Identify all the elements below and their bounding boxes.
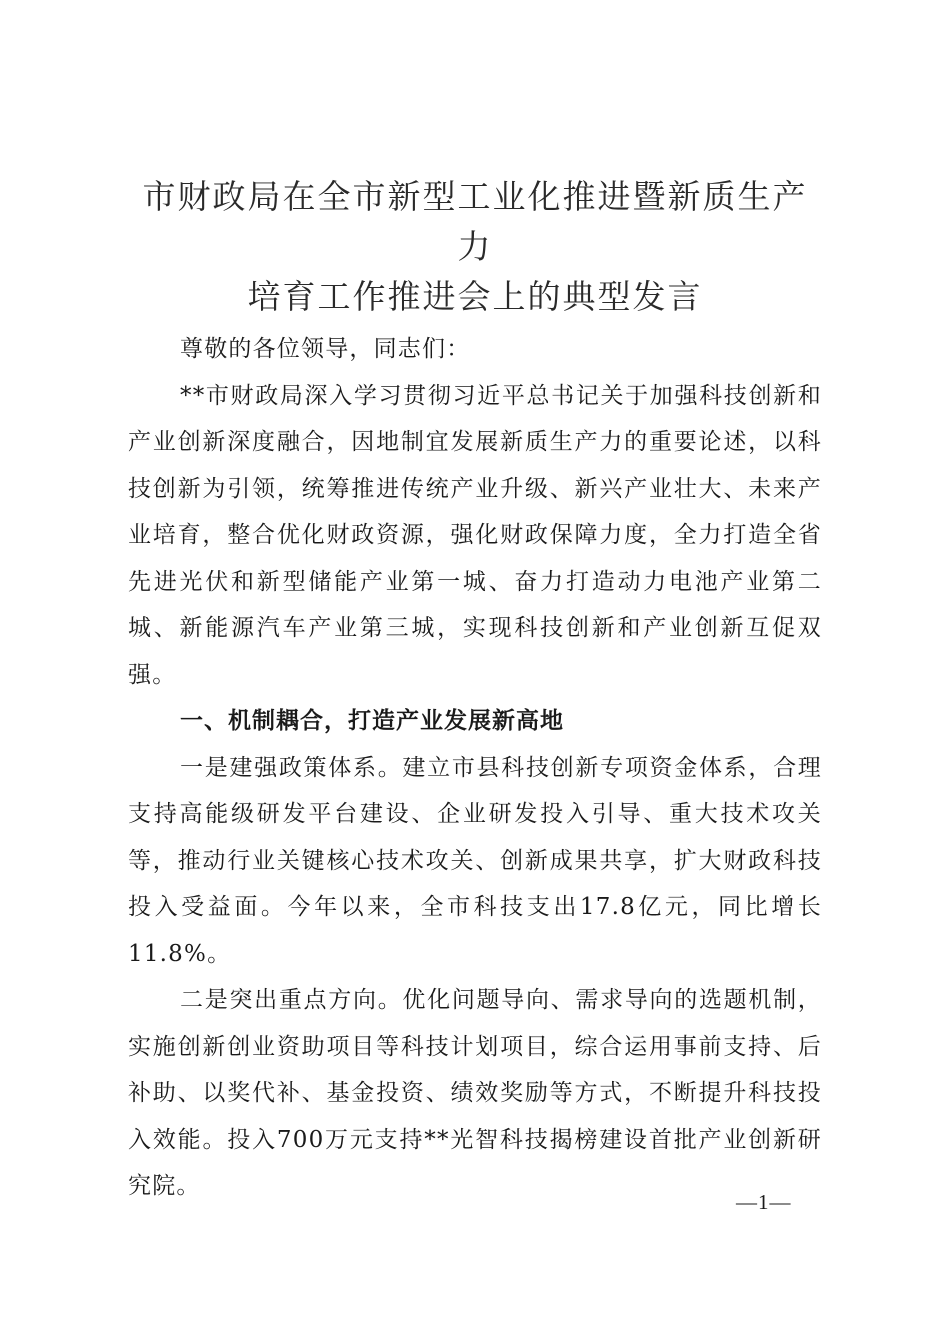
page-number: —1— bbox=[736, 1190, 792, 1214]
document-title bbox=[128, 172, 822, 322]
document-page bbox=[128, 172, 822, 1210]
greeting: 尊敬的各位领导，同志们： bbox=[180, 336, 471, 362]
section-1-paragraph-1: 一是建强政策体系。建立市县科技创新专项资金体系，合理支持高能级研发平台建设、企业研发投入引导、重大技术攻关等，推动行业关键核心技术攻关、创新成果共享，扩大财政科技投入受益面。今年以来，全市科技支出17.8亿元，同比增长11.8%。 bbox=[128, 754, 822, 967]
intro-paragraph: **市财政局深入学习贯彻习近平总书记关于加强科技创新和产业创新深度融合，因地制宜发展新质生产力的重要论述，以科技创新为引领，统筹推进传统产业升级、新兴产业壮大、未来产业培育，整合优化财政资源，强化财政保障力度，全力打造全省先进光伏和新型储能产业第一城、奋力打造动力电池产业第二城、新能源汽车产业第三城，实现科技创新和产业创新互促双强。 bbox=[128, 382, 822, 688]
title-line-2: 培育工作推进会上的典型发言 bbox=[247, 277, 703, 316]
title-line-1: 市财政局在全市新型工业化推进暨新质生产力 bbox=[142, 177, 808, 266]
section-heading-1: 一、机制耦合，打造产业发展新高地 bbox=[180, 708, 564, 734]
section-1-paragraph-2: 二是突出重点方向。优化问题导向、需求导向的选题机制，实施创新创业资助项目等科技计划项目，综合运用事前支持、后补助、以奖代补、基金投资、绩效奖励等方式，不断提升科技投入效能。投入700万元支持**光智科技揭榜建设首批产业创新研究院。 bbox=[128, 987, 822, 1199]
